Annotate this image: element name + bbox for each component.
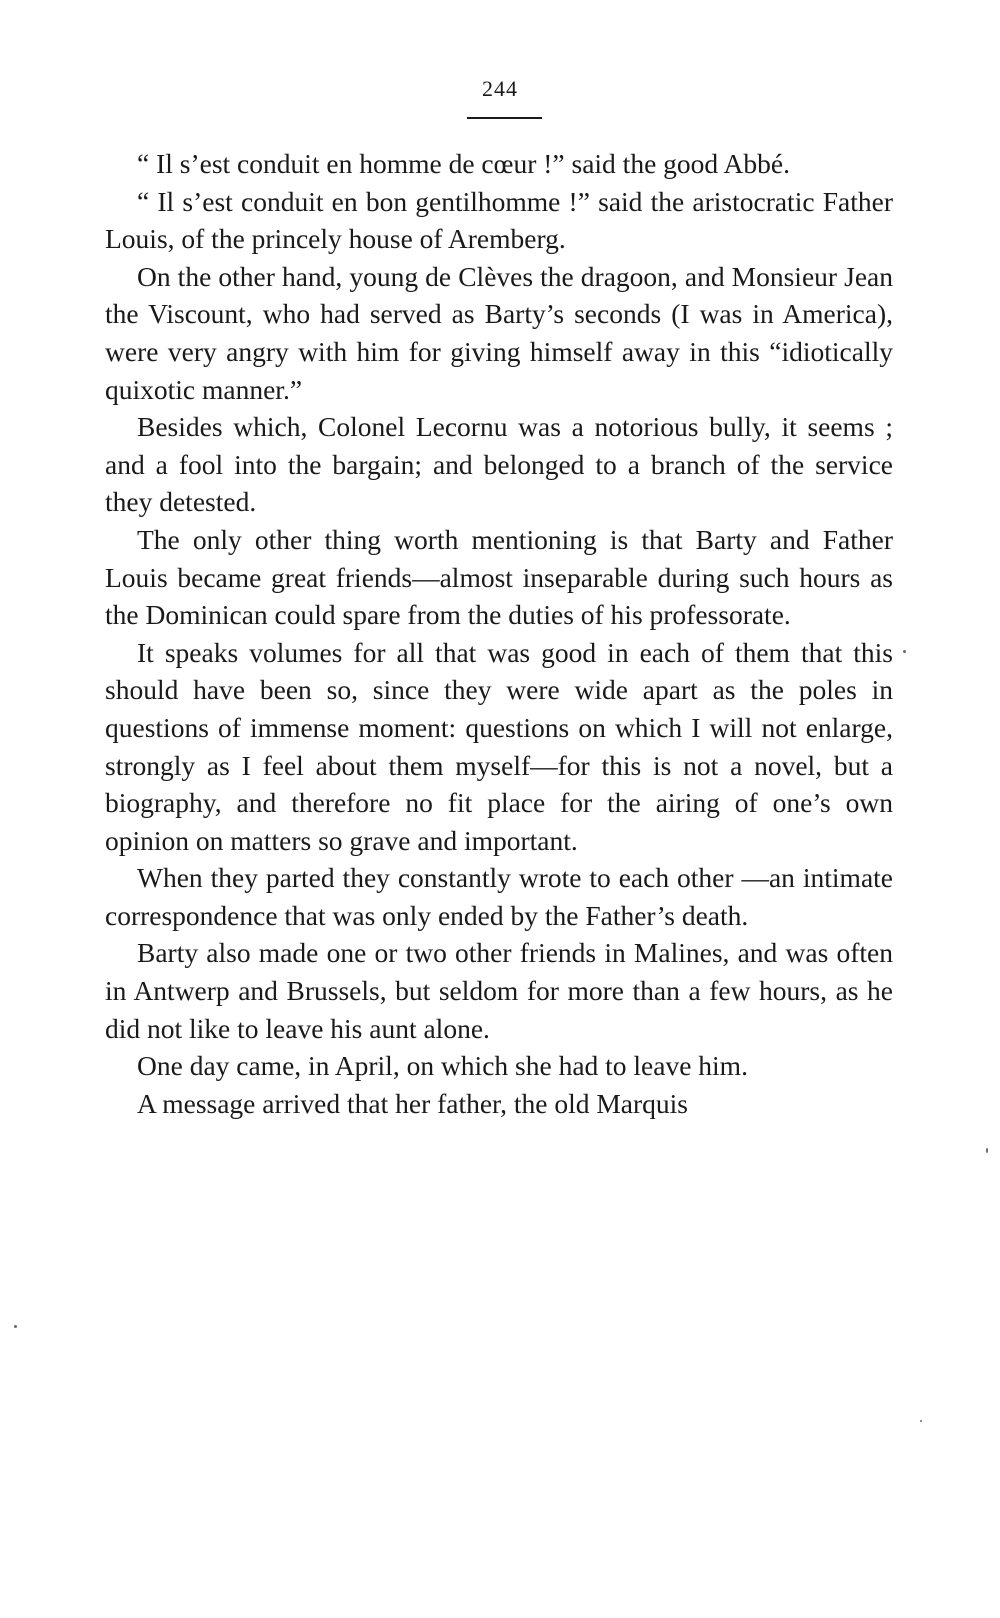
- scan-speck: [903, 650, 906, 653]
- paragraph: Barty also made one or two other friends in Malines, and was often in Antwerp and Brussels, but seldom for more than a few hours, as he did not like to leave his aunt alone.: [105, 937, 893, 1044]
- page-number: 244: [482, 76, 518, 101]
- paragraph: It speaks volumes for all that was good in each of them that this should have been so, since they were wide apart as the poles in questions of immense moment: questions on which I will not enlarge, strongly as I feel about them myself—for this is not a novel, but a biography, and therefore no fit place for the airing of one’s own opinion on matters so grave and important.: [105, 636, 893, 856]
- scan-speck: [920, 1420, 922, 1422]
- scan-speck: [14, 1325, 17, 1328]
- paragraph: When they parted they constantly wrote to each other —an intimate correspondence that was only ended by the Father’s death.: [105, 862, 893, 931]
- header-rule: [467, 117, 542, 119]
- paragraph: On the other hand, young de Clèves the dragoon, and Monsieur Jean the Viscount, who had served as Barty’s seconds (I was in America), were very angry with him for giving himself away in this “idiotically quixotic manner.”: [105, 260, 893, 405]
- paragraph: A message arrived that her father, the old Marquis: [137, 1087, 689, 1119]
- scan-speck: [986, 1148, 988, 1153]
- paragraph: One day came, in April, on which she had to leave him.: [137, 1050, 748, 1082]
- paragraph: The only other thing worth mentioning is that Barty and Father Louis became great friends—almost inseparable during such hours as the Dominican could spare from the duties of his professorate.: [105, 523, 893, 631]
- paragraph: “ Il s’est conduit en bon gentilhomme !” said the aristocratic Father Louis, of the princely house of Aremberg.: [105, 185, 893, 255]
- body-text: [105, 145, 893, 1122]
- paragraph: “ Il s’est conduit en homme de cœur !” said the good Abbé.: [137, 148, 790, 179]
- paragraph: Besides which, Colonel Lecornu was a notorious bully, it seems ; and a fool into the bargain; and belonged to a branch of the service they detested.: [105, 411, 893, 518]
